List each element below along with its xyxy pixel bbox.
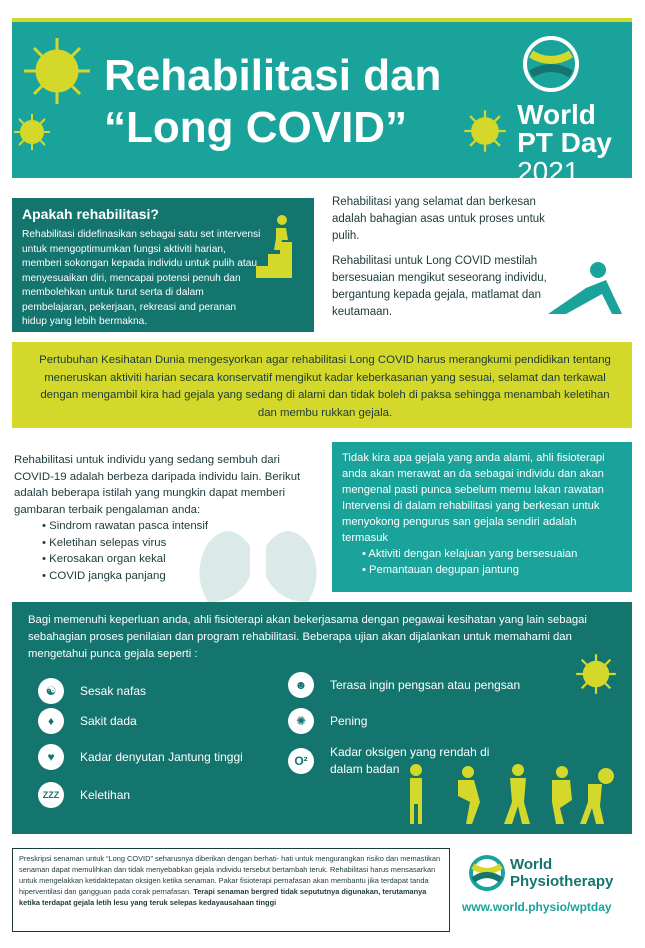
symptom-label: Kadar denyutan Jantung tinggi: [80, 749, 243, 764]
heart-rate-icon: ♥: [38, 744, 64, 770]
physio-approach-list: [362, 546, 622, 578]
symptom-label: Sesak nafas: [80, 683, 147, 698]
list-item: • Keletihan selepas virus: [42, 536, 167, 549]
breath-icon: ☯: [38, 678, 64, 704]
website-link[interactable]: www.world.physio/wptday: [462, 900, 612, 914]
symptom-item: [38, 744, 243, 770]
title-line-1: Rehabilitasi dan: [104, 51, 442, 100]
title-line-2: “Long COVID”: [104, 103, 408, 152]
page-title: [104, 50, 441, 154]
covid-terms-intro: Rehabilitasi untuk individu yang sedang sembuh dari COVID-19 adalah berbeza daripada individu lain. Berikut adalah beberapa istilah yang mungkin dapat memberi gambaran terbaik pengalaman anda:: [14, 454, 301, 516]
logo-world: World: [517, 99, 596, 130]
symptom-label: Terasa ingin pengsan atau pengsan: [330, 677, 521, 692]
symptom-item: [38, 678, 146, 704]
what-is-rehab-box: [12, 198, 314, 332]
lungs-illustration: [188, 506, 328, 606]
stretching-figure-icon: [546, 258, 626, 318]
symptom-item: [38, 782, 130, 808]
who-recommendation-box: [12, 342, 632, 428]
stairs-climbing-icon: [256, 214, 300, 278]
lungs-icon: ♦: [38, 708, 64, 734]
virus-icon: [12, 112, 52, 152]
exercise-figures-illustration: [402, 762, 622, 826]
dizzy-icon: ✺: [288, 708, 314, 734]
covid-terms-section: [12, 446, 322, 594]
list-item: • Kerosakan organ kekal: [42, 553, 166, 565]
physio-approach-body-2: Intervensi di dalam rehabilitasi yang berkesan untuk menyokong pengurus san gejala sendiri adalah termasuk: [342, 500, 600, 544]
symptom-label: Kadar oksigen yang rendah di dalam badan: [330, 745, 490, 776]
who-recommendation-text: Pertubuhan Kesihatan Dunia mengesyorkan agar rehabilitasi Long COVID harus merangkumi pendidikan tentang meneruskan aktiviti harian secara konservatif mengikut kadar keberkasanan yang sesuai, selamat dan terkawal dengan mengambil kira had gejala yang sedang di alami dan tidak boleh di paksa sehingga menambah keletihan dan membu rukkan gejala.: [39, 354, 611, 419]
tests-section: [12, 602, 632, 834]
safe-rehab-p1: Rehabilitasi yang selamat dan berkesan adalah bahagian asas untuk proses untuk pulih.: [332, 196, 545, 242]
virus-icon: [22, 36, 92, 106]
symptom-label: Keletihan: [80, 787, 131, 802]
list-item: • Sindrom rawatan pasca intensif: [42, 520, 209, 532]
list-item: • Aktiviti dengan kelajuan yang bersesuaian: [362, 548, 578, 560]
logo-ptday: PT Day: [517, 127, 612, 158]
what-is-rehab-body: Rehabilitasi didefinasikan sebagai satu set intervensi untuk mengoptimumkan fungsi aktiviti harian, memberi sokongan kepada individu untuk pulih atau menyesuaikan diri, mencapai potensi penuh dan membolehkan untuk turut serta di dalam pembelajaran, pekerjaan, rekreasi and peranan hidup yang lebih bermakna.: [22, 229, 261, 327]
footnote-bold: Terapi senaman bergred tidak sepututnya digunakan, terutamanya ketika terdapat gejala letih lesu yang teruk selepas kedayausahaan tinggi: [19, 887, 427, 907]
wptday-logo: [517, 36, 612, 187]
org-name-line-1: World: [510, 856, 553, 873]
org-name: [510, 856, 613, 890]
safe-rehab-text: [332, 194, 632, 324]
tests-intro: Bagi memenuhi keperluan anda, ahli fisioterapi akan bekerjasama dengan pegawai kesihatan yang lain sebagai sebahagian proses penilaian dan program rehabilitasi. Beberapa ujian akan dijalankan untuk memahami dan mengetahui punca gejala seperti :: [28, 614, 587, 660]
oxygen-icon: O²: [288, 748, 314, 774]
symptom-item: [38, 708, 137, 734]
virus-icon: [574, 652, 618, 696]
symptom-item: [288, 708, 367, 734]
symptom-item: [288, 672, 520, 698]
footnote-text: Preskripsi senaman untuk “Long COVID” seharusnya diberikan dengan berhati- hati untuk mengurangkan risiko dan memastikan senaman dapat memulihkan dan tidak menyebabkan gejala individu tersebut bertambah teruk. Rehabilitasi harus mensasarkan untuk mengelakkan ketidaktepatan oksigen ketika senaman. Pakar fisioterapi pernafasan akan membantu jika terdapat tanda hiperventilasi dan gangguan pada corak pernafasan.: [19, 854, 441, 896]
wptday-emblem-icon: [523, 36, 579, 92]
faint-icon: ☻: [288, 672, 314, 698]
logo-year: 2021: [517, 156, 580, 187]
symptom-label: Pening: [330, 713, 368, 728]
world-physio-emblem-icon: [468, 854, 506, 892]
physio-approach-body: Tidak kira apa gejala yang anda alami, ahli fisioterapi anda akan merawat an da sebagai individu dan akan mengenal pasti punca sebelum memu lakan rawatan: [342, 452, 605, 496]
virus-icon: [462, 108, 508, 154]
symptom-label: Sakit dada: [80, 713, 137, 728]
zzz-icon: ZZZ: [38, 782, 64, 808]
safe-rehab-p2: Rehabilitasi untuk Long COVID mestilah bersesuaian mengikut seseorang individu, bergantung kepada gejala, matlamat dan keutamaan.: [332, 255, 547, 318]
list-item: • Pemantauan degupan jantung: [362, 564, 519, 576]
header-banner: [12, 18, 632, 187]
world-physiotherapy-logo: [462, 852, 637, 932]
footnote-box: [12, 848, 450, 932]
physio-approach-box: [332, 442, 632, 592]
list-item: • COVID jangka panjang: [42, 569, 166, 582]
what-is-rehab-heading: Apakah rehabilitasi?: [22, 206, 159, 222]
org-name-line-2: Physiotherapy: [510, 873, 614, 890]
